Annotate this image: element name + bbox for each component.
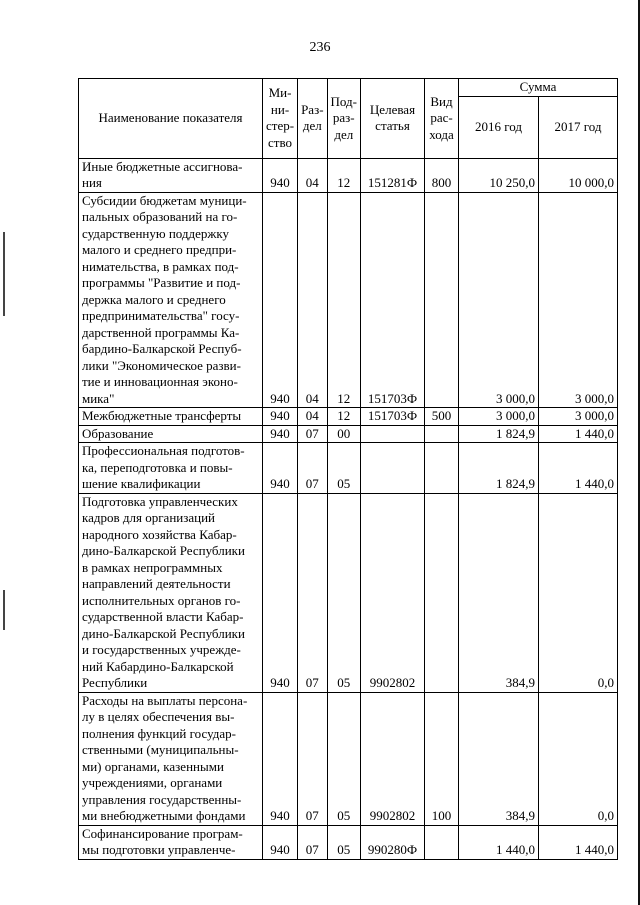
cell-y2017: 3 000,0 [539,408,618,426]
table-row [79,158,618,192]
header-subsection: Под- раз- дел [327,79,360,159]
cell-section: 07 [298,825,327,859]
cell-y2017: 10 000,0 [539,158,618,192]
cell-name: Профессиональная подготов- ка, переподготовка и повы- шение квалификации [79,443,263,494]
cell-expense-type: 500 [425,408,459,426]
cell-ministry: 940 [263,825,298,859]
header-year-2017: 2017 год [539,96,618,158]
cell-ministry: 940 [263,158,298,192]
header-section: Раз- дел [298,79,327,159]
cell-y2017: 3 000,0 [539,192,618,408]
cell-y2017: 0,0 [539,493,618,692]
cell-target: 9902802 [361,493,425,692]
cell-y2016: 384,9 [459,493,539,692]
cell-y2016: 1 824,9 [459,425,539,443]
cell-name: Софинансирование програм- мы подготовки управленче- [79,825,263,859]
page-number: 236 [309,40,331,55]
cell-target: 151703Ф [361,192,425,408]
cell-target: 151281Ф [361,158,425,192]
cell-name: Иные бюджетные ассигнова- ния [79,158,263,192]
cell-section: 07 [298,425,327,443]
table-row [79,692,618,825]
cell-section: 04 [298,408,327,426]
table-row [79,493,618,692]
cell-section: 04 [298,158,327,192]
cell-ministry: 940 [263,408,298,426]
cell-target [361,425,425,443]
cell-ministry: 940 [263,425,298,443]
cell-section: 07 [298,692,327,825]
cell-y2016: 1 824,9 [459,443,539,494]
cell-expense-type [425,825,459,859]
table-row [79,425,618,443]
cell-y2017: 1 440,0 [539,425,618,443]
scan-edge-mark [3,590,5,630]
cell-subsection: 12 [327,408,360,426]
header-target: Целевая статья [361,79,425,159]
cell-section: 04 [298,192,327,408]
cell-name: Образование [79,425,263,443]
budget-table [78,78,618,860]
header-year-2016: 2016 год [459,96,539,158]
cell-subsection: 05 [327,493,360,692]
header-expense-type: Вид рас- хода [425,79,459,159]
cell-expense-type: 100 [425,692,459,825]
cell-subsection: 12 [327,158,360,192]
cell-expense-type [425,425,459,443]
cell-y2016: 384,9 [459,692,539,825]
cell-target: 151703Ф [361,408,425,426]
cell-ministry: 940 [263,443,298,494]
cell-subsection: 12 [327,192,360,408]
cell-name: Расходы на выплаты персона- лу в целях обеспечения вы- полнения функций государ- ственными (муниципальны- ми) органами, казенными учреждениями, органами управления государственны- ми внебюджетными фондами [79,692,263,825]
header-ministry: Ми- ни- стер- ство [263,79,298,159]
cell-y2017: 1 440,0 [539,443,618,494]
cell-subsection: 05 [327,825,360,859]
cell-y2017: 0,0 [539,692,618,825]
cell-name: Подготовка управленческих кадров для организаций народного хозяйства Кабар- дино-Балкарской Республики в рамках непрограммных направлений деятельности исполнительных органов го- сударственной власти Кабар- дино-Балкарской Республики и государственных учрежде- ний Кабардино-Балкарской Республики [79,493,263,692]
scan-edge-mark [3,232,5,316]
table-row [79,192,618,408]
cell-y2016: 1 440,0 [459,825,539,859]
table-row [79,408,618,426]
table-row [79,443,618,494]
cell-y2017: 1 440,0 [539,825,618,859]
header-name: Наименование показателя [79,79,263,159]
cell-ministry: 940 [263,692,298,825]
cell-ministry: 940 [263,493,298,692]
header-sum: Сумма [459,79,618,97]
cell-target: 990280Ф [361,825,425,859]
cell-subsection: 05 [327,692,360,825]
cell-y2016: 10 250,0 [459,158,539,192]
cell-y2016: 3 000,0 [459,192,539,408]
cell-expense-type [425,443,459,494]
cell-name: Межбюджетные трансферты [79,408,263,426]
cell-target [361,443,425,494]
cell-subsection: 00 [327,425,360,443]
cell-name: Субсидии бюджетам муници- пальных образований на го- сударственную поддержку малого и среднего предпри- нимательства, в рамках под- программы "Развитие и под- держка малого и среднего предпринимательства" госу- дарственной программы Ка- бардино-Балкарской Респуб- лики "Экономическое разви- тие и инновационная эконо- мика" [79,192,263,408]
cell-ministry: 940 [263,192,298,408]
cell-expense-type: 800 [425,158,459,192]
cell-section: 07 [298,443,327,494]
cell-subsection: 05 [327,443,360,494]
cell-y2016: 3 000,0 [459,408,539,426]
cell-section: 07 [298,493,327,692]
cell-expense-type [425,192,459,408]
cell-expense-type [425,493,459,692]
table-row [79,825,618,859]
cell-target: 9902802 [361,692,425,825]
